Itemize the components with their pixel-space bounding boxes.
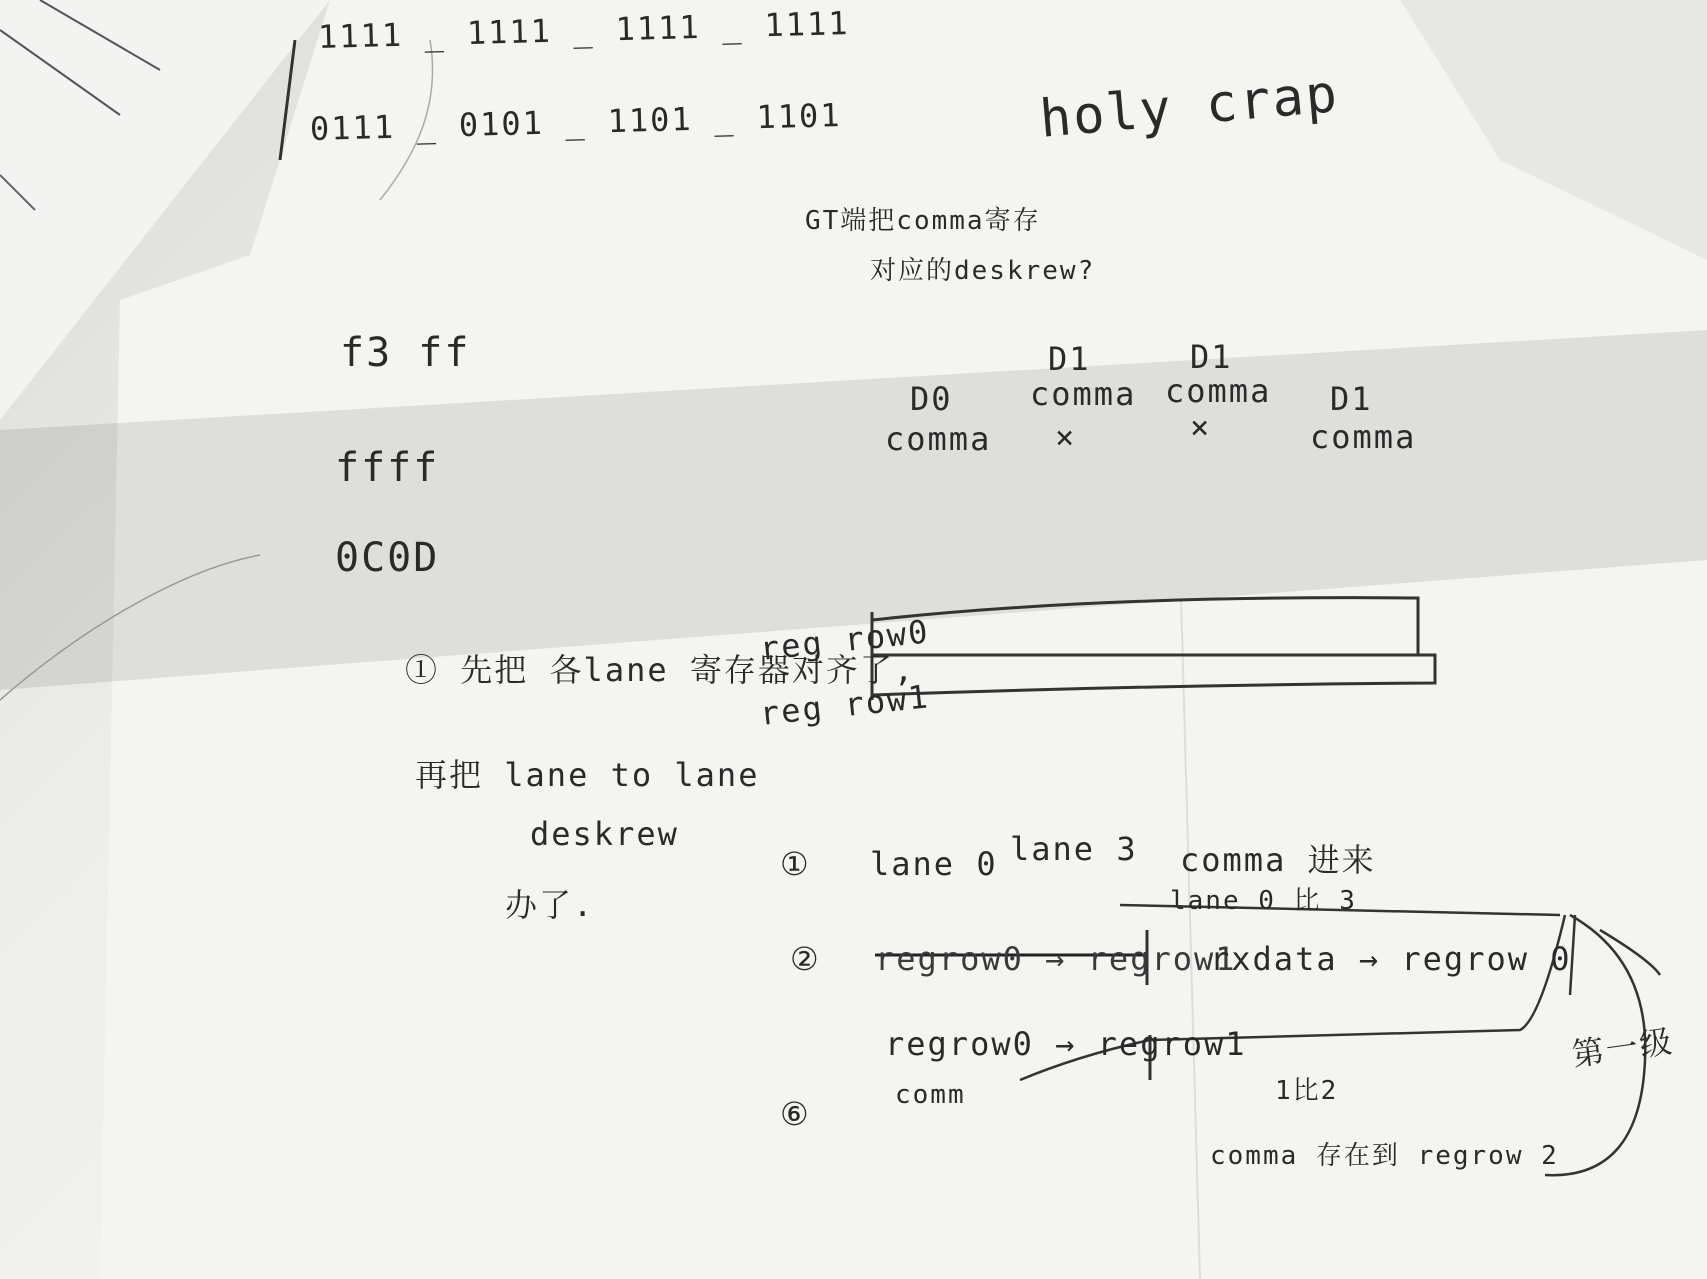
step1-text: 先把 各lane 寄存器对齐了, xyxy=(460,651,916,689)
col1-top: D0 xyxy=(910,380,953,418)
list2-rxdata: rxdata → regrow 0 xyxy=(1210,940,1572,978)
reg-row1-label: reg row1 xyxy=(758,677,932,733)
binary-row-2: 0111 _ 0101 _ 1101 _ 1101 xyxy=(309,96,842,148)
list2-comm: comm xyxy=(895,1080,966,1110)
list2-next: regrow0 → regrow1 xyxy=(885,1025,1247,1063)
step1-line-3: deskrew xyxy=(530,815,679,853)
question-line-2: 对应的deskrew? xyxy=(870,256,1096,286)
reg-row0-label: reg row0 xyxy=(758,612,932,668)
col2-mark: × xyxy=(1055,418,1077,456)
list1-comma-in: comma 进来 xyxy=(1180,841,1376,879)
col3-mark: × xyxy=(1190,408,1212,446)
binary-row-1: 1111 _ 1111 _ 1111 _ 1111 xyxy=(317,4,850,56)
list1-lane0: lane 0 xyxy=(870,845,998,883)
hex-value-3: 0C0D xyxy=(335,535,440,581)
col3-top: D1 xyxy=(1190,338,1233,376)
side-note: 第一级 xyxy=(1569,1021,1676,1074)
col1-bottom: comma xyxy=(885,420,992,458)
bottom-note-2: comma 存在到 regrow 2 xyxy=(1210,1141,1559,1171)
list1-number: ① xyxy=(780,845,811,883)
list3-number: ⑥ xyxy=(780,1095,811,1133)
col4-bottom: comma xyxy=(1310,418,1417,456)
step1-line-4: 办了. xyxy=(505,886,595,924)
question-line-1: GT端把comma寄存 xyxy=(805,206,1041,236)
step1-marker: ① xyxy=(405,651,440,689)
list2-struck: regrow0 → regrow1 xyxy=(875,940,1237,978)
list1-compare: lane 0 比 3 xyxy=(1170,886,1357,916)
col4-top: D1 xyxy=(1330,380,1373,418)
step1-line-2: 再把 lane to lane xyxy=(415,756,760,794)
col3-mid: comma xyxy=(1165,372,1272,410)
bottom-note-1: 1比2 xyxy=(1275,1076,1339,1106)
exclaim-note: holy crap xyxy=(1037,63,1342,150)
col2-top: D1 xyxy=(1048,340,1091,378)
list1-lane3: lane 3 xyxy=(1010,830,1138,868)
col2-mid: comma xyxy=(1030,375,1137,413)
hex-value-2: ffff xyxy=(335,445,440,491)
list2-number: ② xyxy=(790,940,821,978)
hex-value-1: f3 ff xyxy=(340,330,471,376)
